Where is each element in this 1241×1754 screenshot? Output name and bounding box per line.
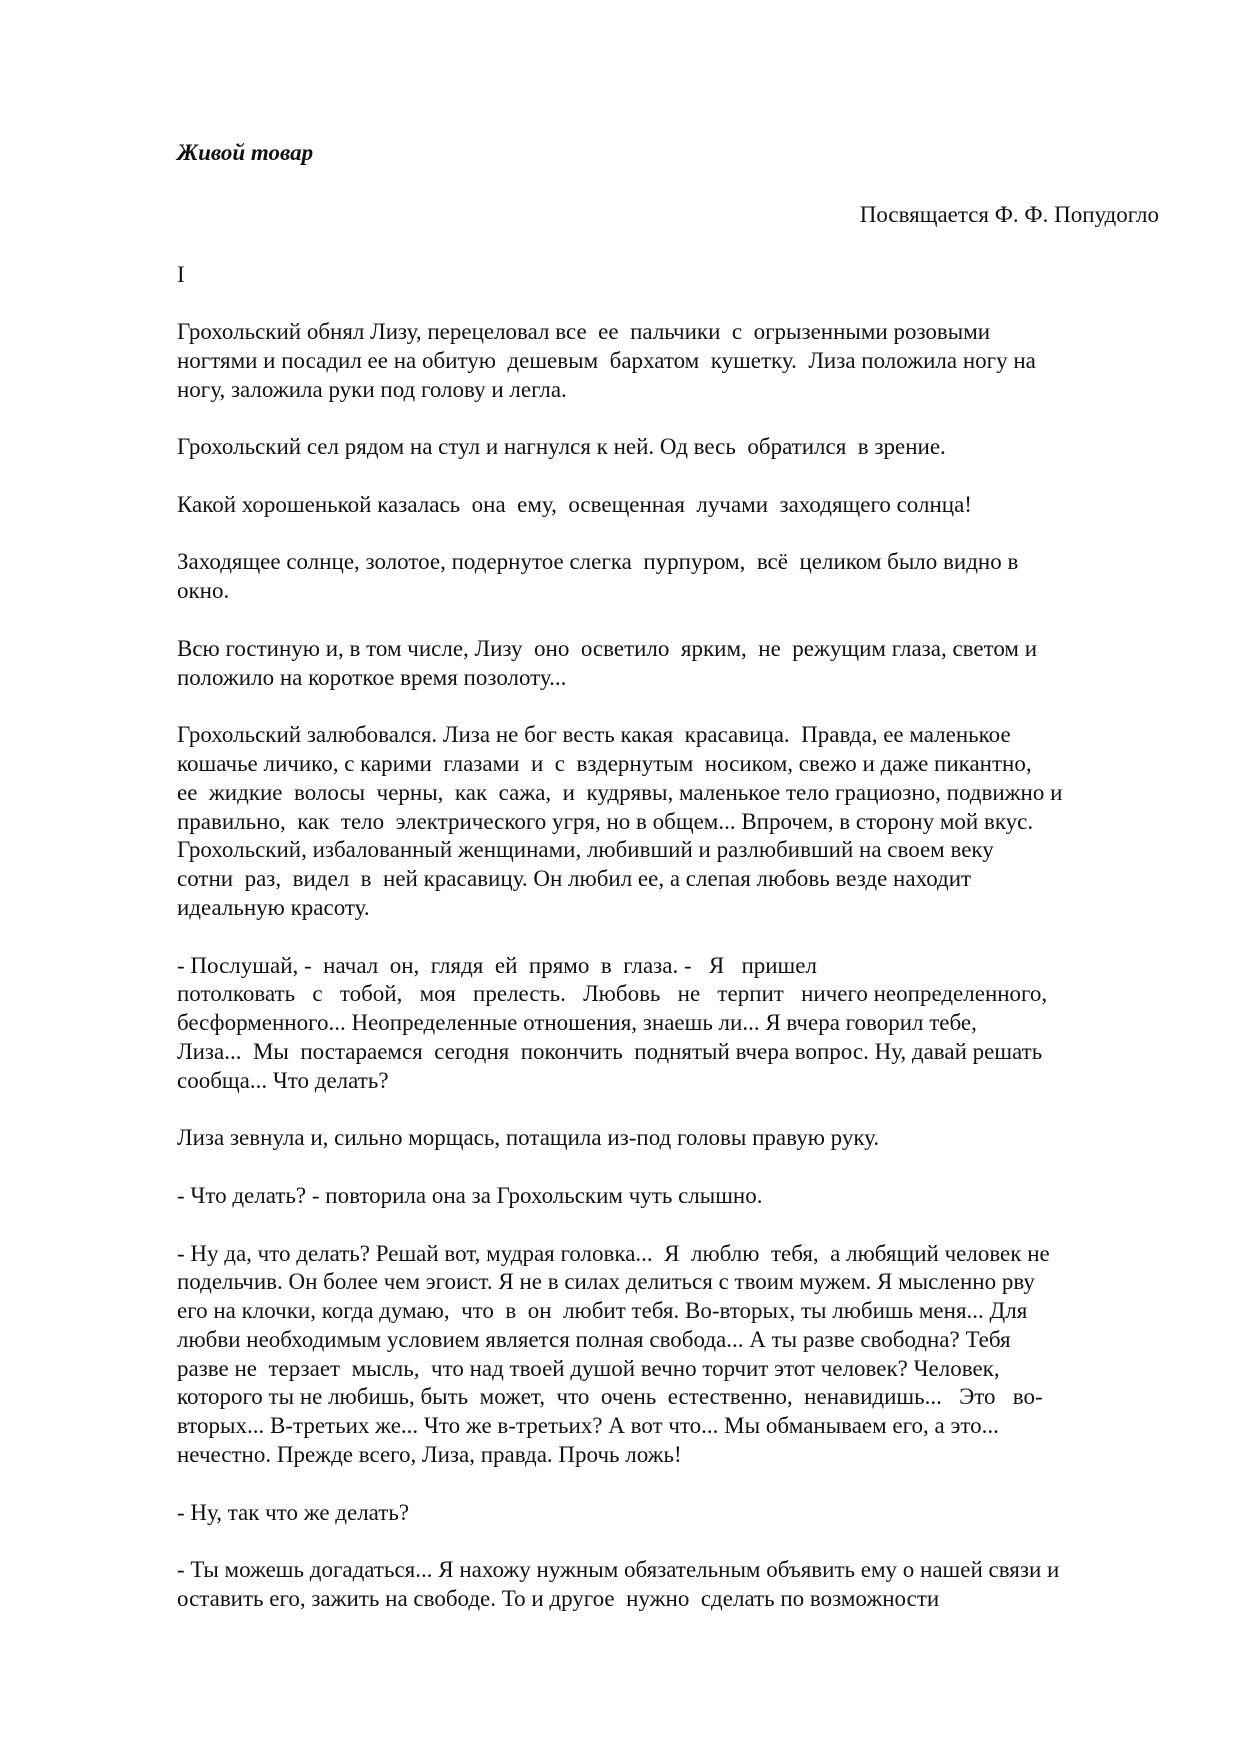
text-line: Грохольский обнял Лизу, перецеловал все ее пальчики с огрызенными розовыми [177, 319, 991, 344]
paragraph [177, 1499, 1167, 1528]
text-line: Всю гостиную и, в том числе, Лизу оно осветило ярким, не режущим глаза, светом и [177, 635, 1038, 661]
paragraph [177, 1124, 1167, 1153]
text-line: ногтями и посадил ее на обитую дешевым бархатом кушетку. Лиза положила ногу на [177, 347, 1036, 373]
text-line: Заходящее солнце, золотое, подернутое слегка пурпуром, всё целиком было видно в [177, 549, 1019, 575]
text-line: окно. [177, 578, 230, 604]
text-line: ногу, заложила руки под голову и легла. [177, 376, 567, 402]
text-line: положило на короткое время позолоту... [177, 664, 567, 690]
text-line: Грохольский, избалованный женщинами, любивший и разлюбивший на своем веку [177, 837, 994, 863]
text-line: его на клочки, когда думаю, что в он любит тебя. Во-вторых, ты любишь меня... Для [177, 1298, 1028, 1324]
text-line: - Послушай, - начал он, глядя ей прямо в глаза. - Я пришел [177, 952, 817, 978]
text-line: - Ты можешь догадаться... Я нахожу нужным обязательным объявить ему о нашей связи и [177, 1557, 1060, 1583]
text-line: кошачье личико, с карими глазами и с вздернутым носиком, свежо и даже пикантно, [177, 750, 1032, 776]
text-line: бесформенного... Неопределенные отношения, знаешь ли... Я вчера говорил тебе, [177, 1010, 977, 1036]
text-line: которого ты не любишь, быть может, что очень естественно, ненавидишь... Это во- [177, 1384, 1043, 1410]
dedication: Посвящается Ф. Ф. Попудогло [859, 202, 1159, 227]
text-line: оставить его, зажить на свободе. То и другое нужно сделать по возможности [177, 1586, 940, 1612]
text-line: идеальную красоту. [177, 894, 370, 920]
text-line: разве не терзает мысль, что над твоей душой вечно торчит этот человек? Человек, [177, 1355, 1000, 1381]
text-line: - Ну да, что делать? Решай вот, мудрая головка... Я люблю тебя, а любящий человек не [177, 1240, 1050, 1266]
paragraph [177, 1556, 1167, 1614]
paragraph [177, 635, 1167, 693]
paragraph [177, 318, 1167, 404]
paragraph [177, 548, 1167, 606]
paragraph [177, 1182, 1167, 1211]
text-line: Лиза зевнула и, сильно морщась, потащила из-под головы правую руку. [177, 1125, 880, 1151]
text-line: подельчив. Он более чем эгоист. Я не в силах делиться с твоим мужем. Я мысленно рву [177, 1269, 1035, 1295]
text-line: Лиза... Мы постараемся сегодня покончить поднятый вчера вопрос. Ну, давай решать [177, 1038, 1043, 1064]
text-line: сотни раз, видел в ней красавицу. Он любил ее, а слепая любовь везде находит [177, 866, 972, 892]
chapter-number: I [177, 262, 185, 287]
text-line: - Что делать? - повторила она за Грохольским чуть слышно. [177, 1182, 763, 1208]
paragraph [177, 952, 1167, 1096]
body-text [177, 318, 1167, 1643]
text-line: сообща... Что делать? [177, 1067, 389, 1093]
text-line: любви необходимым условием является полная свобода... А ты разве свободна? Тебя [177, 1326, 1011, 1352]
story-title: Живой товар [177, 140, 314, 165]
text-line: потолковать с тобой, моя прелесть. Любовь не терпит ничего неопределенного, [177, 981, 1048, 1007]
text-line: вторых... В-третьих же... Что же в-третьих? А вот что... Мы обманываем его, а это... [177, 1413, 999, 1439]
text-line: нечестно. Прежде всего, Лиза, правда. Прочь ложь! [177, 1442, 682, 1468]
paragraph [177, 491, 1167, 520]
text-line: Какой хорошенькой казалась она ему, освещенная лучами заходящего солнца! [177, 491, 972, 517]
text-line: правильно, как тело электрического угря, но в общем... Впрочем, в сторону мой вкус. [177, 808, 1034, 834]
text-line: Грохольский сел рядом на стул и нагнулся к ней. Од весь обратился в зрение. [177, 434, 946, 460]
paragraph [177, 433, 1167, 462]
paragraph [177, 1240, 1167, 1470]
text-line: ее жидкие волосы черны, как сажа, и кудрявы, маленькое тело грациозно, подвижно и [177, 779, 1063, 805]
text-line: Грохольский залюбовался. Лиза не бог весть какая красавица. Правда, ее маленькое [177, 722, 1011, 748]
paragraph [177, 721, 1167, 923]
text-line: - Ну, так что же делать? [177, 1499, 410, 1525]
